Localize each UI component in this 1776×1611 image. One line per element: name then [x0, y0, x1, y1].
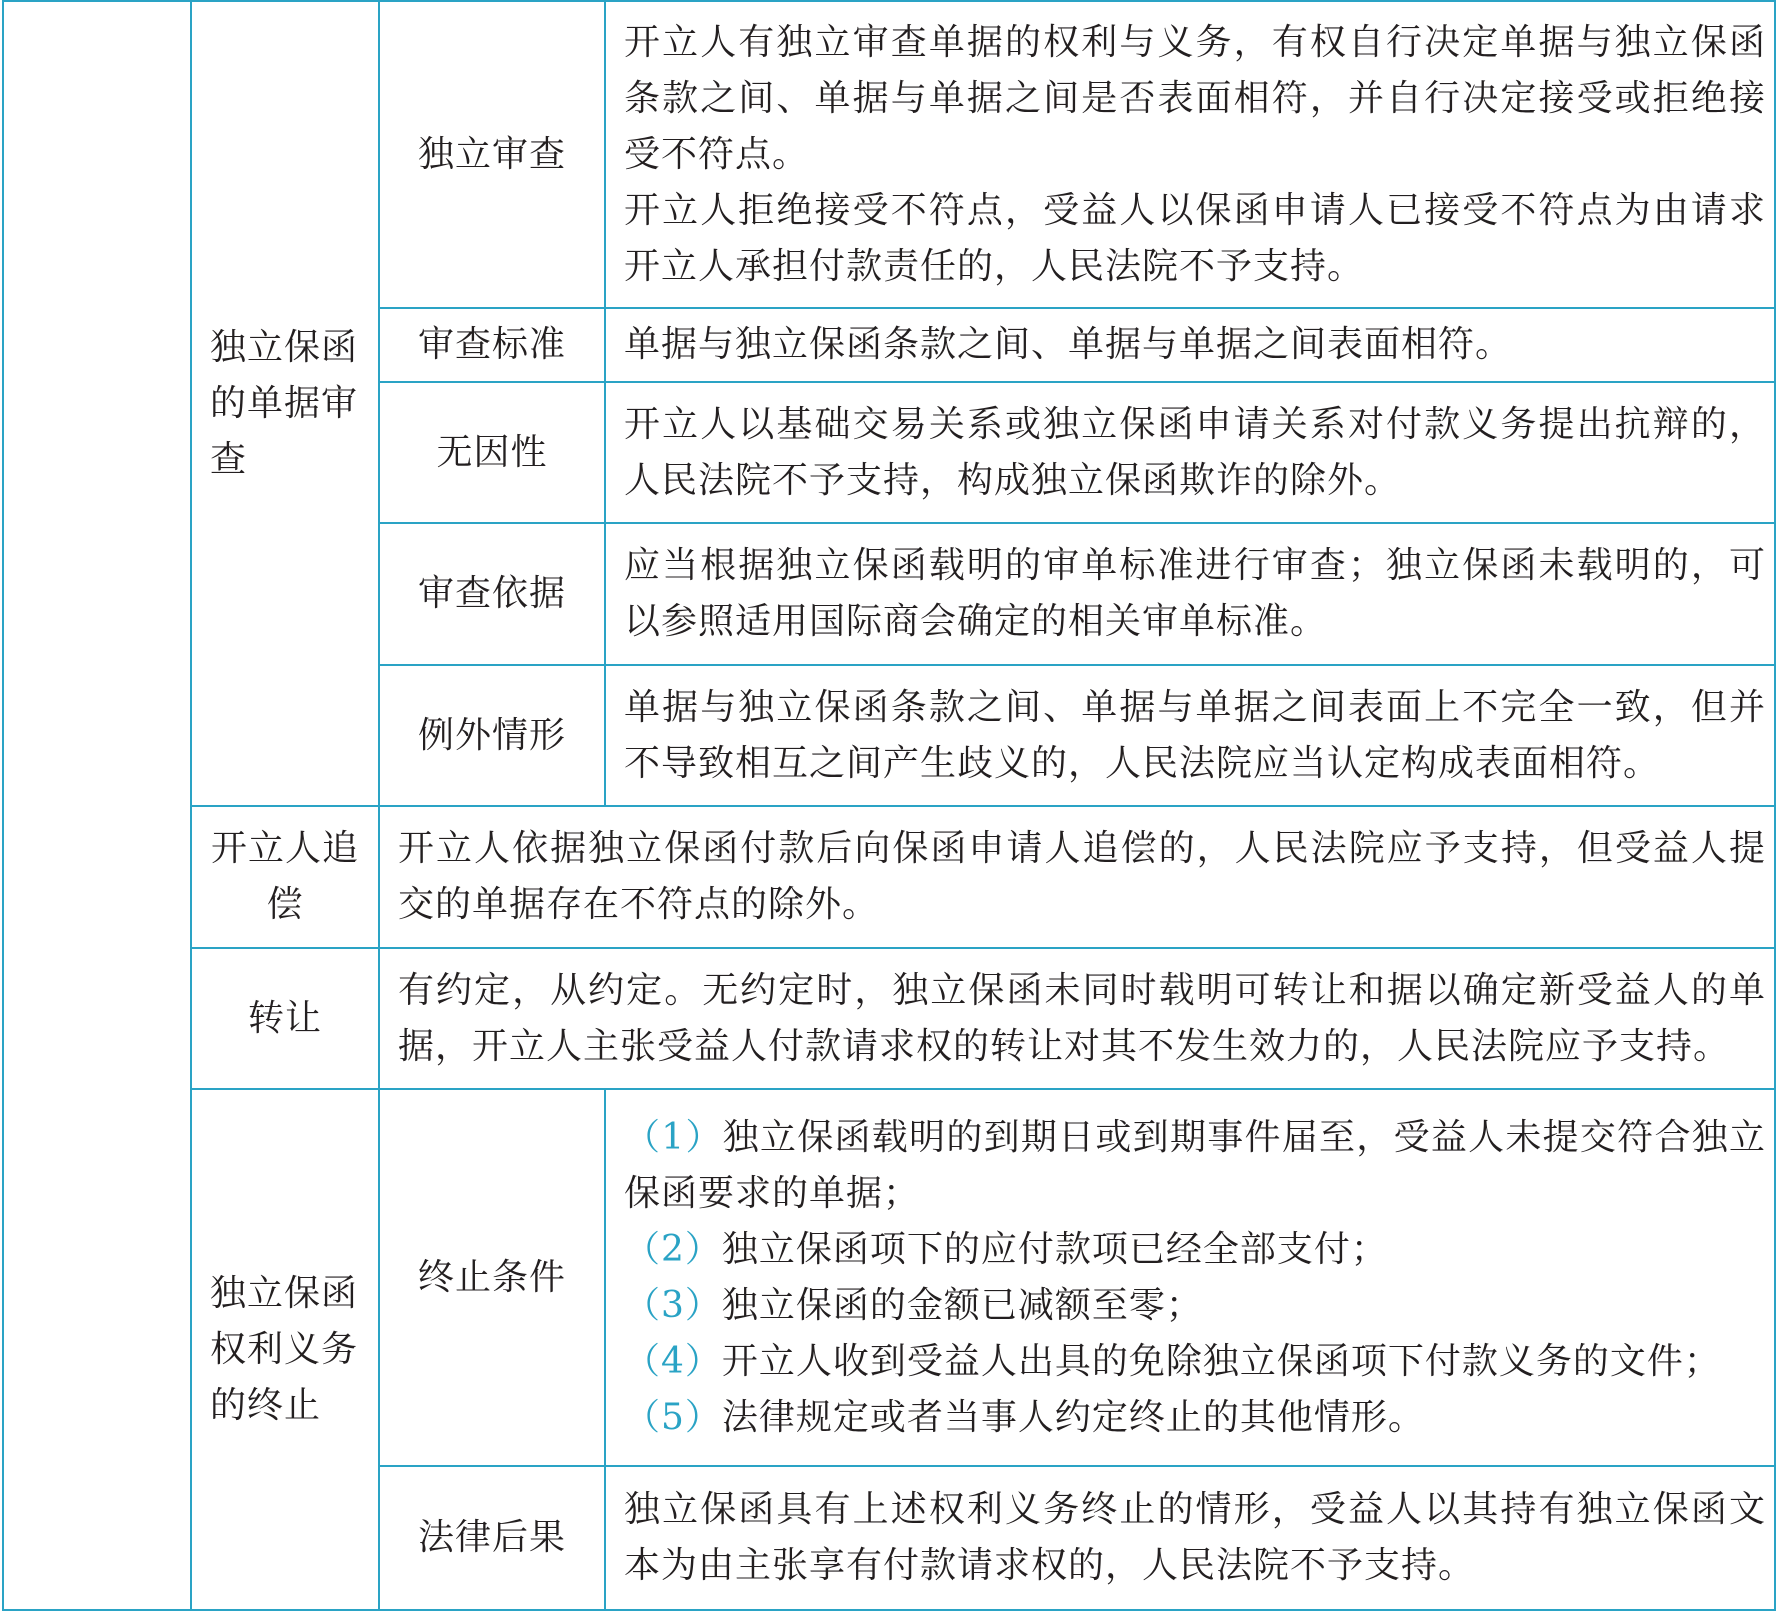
paragraph: 开立人以基础交易关系或独立保函申请关系对付款义务提出抗辩的，人民法院不予支持，构成独立保函欺诈的除外。 [624, 403, 1766, 501]
list-item [624, 1278, 1766, 1334]
table-row [3, 1, 1775, 308]
review-content-independent [605, 1, 1775, 308]
item-number: （2） [624, 1228, 722, 1270]
table-row [3, 806, 1775, 948]
review-content-standard [605, 308, 1775, 382]
recourse-label: 开立人追偿 [191, 806, 379, 948]
paragraph: 应当根据独立保函载明的审单标准进行审查；独立保函未载明的，可以参照适用国际商会确定的相关审单标准。 [624, 545, 1766, 642]
item-number: （5） [624, 1396, 722, 1438]
left-margin-column [3, 1, 191, 1610]
paragraph: 开立人依据独立保函付款后向保函申请人追偿的，人民法院应予支持，但受益人提交的单据存在不符点的除外。 [398, 828, 1766, 925]
item-text: 独立保函项下的应付款项已经全部支付； [721, 1228, 1388, 1270]
item-text: 独立保函载明的到期日或到期事件届至，受益人未提交符合独立保函要求的单据； [624, 1116, 1766, 1214]
item-number: （1） [624, 1116, 723, 1158]
termination-section-title: 独立保函权利义务的终止 [191, 1089, 379, 1610]
table-row [3, 948, 1775, 1089]
review-label-independent: 独立审查 [379, 1, 605, 308]
review-label-basis: 审查依据 [379, 523, 605, 665]
transfer-label: 转让 [191, 948, 379, 1089]
recourse-content [379, 806, 1775, 948]
termination-label-conditions: 终止条件 [379, 1089, 605, 1466]
review-section-title: 独立保函的单据审查 [191, 1, 379, 806]
review-content-abstract [605, 382, 1775, 523]
guarantee-rules-table [2, 0, 1776, 1611]
review-content-basis [605, 523, 1775, 665]
list-item [624, 1390, 1766, 1446]
review-label-abstract: 无因性 [379, 382, 605, 523]
review-label-exception: 例外情形 [379, 665, 605, 806]
item-text: 开立人收到受益人出具的免除独立保函项下付款义务的文件； [721, 1340, 1721, 1382]
termination-conditions-list [605, 1089, 1775, 1466]
list-item [624, 1334, 1766, 1390]
paragraph: 单据与独立保函条款之间、单据与单据之间表面上不完全一致，但并不导致相互之间产生歧义的，人民法院应当认定构成表面相符。 [624, 686, 1766, 784]
item-text: 独立保函的金额已减额至零； [721, 1284, 1203, 1326]
table-row [3, 1089, 1775, 1466]
item-number: （3） [624, 1284, 722, 1326]
termination-label-consequence: 法律后果 [379, 1466, 605, 1610]
paragraph: 开立人拒绝接受不符点，受益人以保函申请人已接受不符点为由请求开立人承担付款责任的，人民法院不予支持。 [624, 189, 1766, 287]
paragraph: 单据与独立保函条款之间、单据与单据之间表面相符。 [624, 324, 1513, 365]
paragraph: 有约定，从约定。无约定时，独立保函未同时载明可转让和据以确定新受益人的单据，开立人主张受益人付款请求权的转让对其不发生效力的，人民法院应予支持。 [398, 969, 1766, 1067]
paragraph: 独立保函具有上述权利义务终止的情形，受益人以其持有独立保函文本为由主张享有付款请求权的，人民法院不予支持。 [624, 1489, 1766, 1586]
item-text: 法律规定或者当事人约定终止的其他情形。 [721, 1396, 1425, 1438]
item-number: （4） [624, 1340, 722, 1382]
list-item [624, 1110, 1766, 1222]
list-item [624, 1222, 1766, 1278]
review-content-exception [605, 665, 1775, 806]
termination-consequence-content [605, 1466, 1775, 1610]
transfer-content [379, 948, 1775, 1089]
review-label-standard: 审查标准 [379, 308, 605, 382]
paragraph: 开立人有独立审查单据的权利与义务，有权自行决定单据与独立保函条款之间、单据与单据之间是否表面相符，并自行决定接受或拒绝接受不符点。 [624, 21, 1766, 175]
